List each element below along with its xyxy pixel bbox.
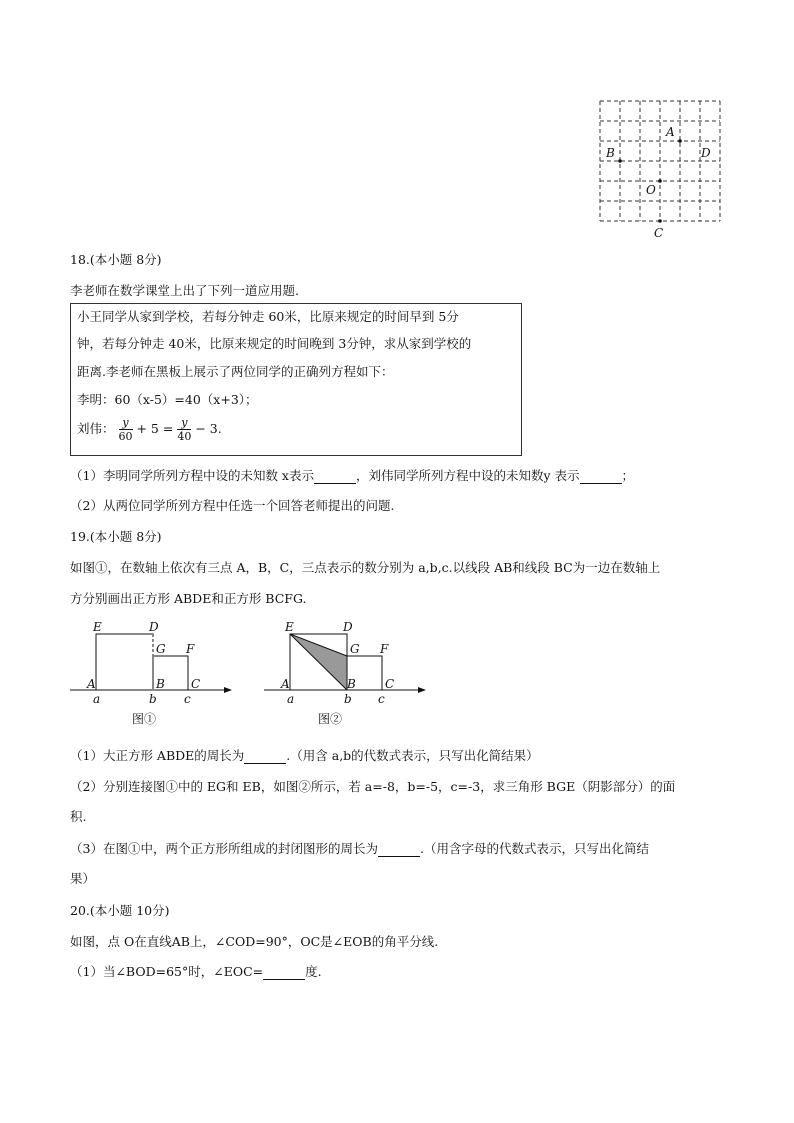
q18-heading: 18.(本小题 8分) [70, 252, 162, 267]
point-b [618, 159, 622, 163]
q18-box-line1: 小王同学从家到学校，若每分钟走 60米，比原来规定的时间早到 5分 [77, 309, 459, 324]
fig1-label-b: B [156, 677, 165, 691]
q18-box-line3: 距离.李老师在黑板上展示了两位同学的正确列方程如下： [77, 364, 394, 379]
fraction-y-60 [119, 416, 133, 443]
fig1-label-f: F [186, 642, 195, 656]
label-o: O [646, 183, 656, 197]
liuwei-end: − 3. [195, 421, 222, 436]
fig1-value-b: b [149, 692, 157, 706]
fig2-label-d: D [343, 620, 353, 634]
point-c [658, 219, 662, 223]
q19-sub3-part-b: .（用含字母的代数式表示，只写出化简结 [419, 841, 649, 856]
frac1-num: y [119, 416, 133, 430]
frac2-num: y [177, 416, 191, 430]
q18-sub1 [70, 466, 634, 484]
answer-blank[interactable] [378, 844, 420, 857]
fig2-label-f: F [380, 642, 389, 656]
q19-sub3-line2: 果） [70, 871, 96, 886]
q19-sub1 [70, 746, 539, 764]
label-c: C [654, 226, 664, 240]
fig1-label-a: A [87, 677, 96, 691]
fig2-label-a: A [281, 677, 290, 691]
q20-sub1-part-a: （1）当∠BOD=65°时，∠EOC= [70, 964, 264, 979]
fig2-label-b: B [347, 677, 356, 691]
figure-2 [262, 618, 442, 733]
q18-sub1-part-b: ，刘伟同学所列方程中设的未知数y 表示 [355, 468, 580, 483]
fig1-label-e: E [93, 620, 102, 634]
q18-problem-box [70, 303, 522, 456]
fig2-label-e: E [285, 620, 294, 634]
frac1-den: 60 [118, 430, 133, 443]
q19-intro-line1: 如图①，在数轴上依次有三点 A，B，C，三点表示的数分别为 a,b,c.以线段 AB和线段 BC为一边在数轴上 [70, 560, 661, 575]
q18-sub1-part-c: ； [621, 468, 635, 483]
q20-heading: 20.(本小题 10分) [70, 903, 170, 918]
label-a: A [666, 125, 675, 139]
label-b: B [606, 146, 615, 160]
label-d: D [701, 146, 711, 160]
fig1-value-a: a [93, 692, 101, 706]
fig1-caption: 图① [132, 712, 157, 726]
answer-blank[interactable] [263, 967, 305, 980]
fig1-label-c: C [191, 677, 201, 691]
fraction-y-40 [177, 416, 191, 443]
q18-liuwei-equation [77, 416, 222, 443]
figure-1 [68, 618, 248, 733]
q19-heading: 19.(本小题 8分) [70, 529, 162, 544]
fig2-label-c: C [385, 677, 395, 691]
q19-sub1-part-b: .（用含 a,b的代数式表示，只写出化简结果） [286, 748, 539, 763]
answer-blank[interactable] [314, 471, 356, 484]
q19-sub2-line1: （2）分别连接图①中的 EG和 EB，如图②所示，若 a=-8，b=-5，c=-3，求三角形 BGE（阴影部分）的面 [70, 779, 676, 794]
answer-blank[interactable] [580, 471, 622, 484]
fig2-value-c: c [378, 692, 385, 706]
q18-box-line2: 钟，若每分钟走 40米，比原来规定的时间晚到 3分钟，求从家到学校的 [77, 336, 472, 351]
q18-liming-equation: 李明：60（x-5）=40（x+3）； [77, 392, 258, 407]
point-o [658, 179, 662, 183]
q20-intro: 如图，点 O在直线AB上，∠COD=90°，OC是∠EOB的角平分线. [70, 934, 439, 949]
q19-sub3 [70, 839, 649, 857]
grid-figure [590, 95, 730, 240]
q18-sub1-part-a: （1）李明同学所列方程中设的未知数 x表示 [70, 468, 314, 483]
q18-intro: 李老师在数学课堂上出了下列一道应用题. [70, 283, 299, 298]
q18-liuwei-label: 刘伟： [77, 421, 115, 436]
q19-sub3-part-a: （3）在图①中，两个正方形所组成的封闭图形的周长为 [70, 841, 378, 856]
fig2-caption: 图② [318, 712, 343, 726]
q20-sub1 [70, 962, 322, 980]
q19-sub2-line2: 积. [70, 809, 87, 824]
frac2-den: 40 [177, 430, 192, 443]
q19-sub1-part-a: （1）大正方形 ABDE的周长为 [70, 748, 245, 763]
answer-blank[interactable] [244, 751, 286, 764]
fig2-value-b: b [344, 692, 352, 706]
fig1-value-c: c [184, 692, 191, 706]
liuwei-mid: + 5 = [136, 421, 174, 436]
fig2-label-g: G [350, 642, 360, 656]
q20-sub1-part-b: 度. [305, 964, 322, 979]
fig1-label-d: D [149, 620, 159, 634]
q19-intro-line2: 方分别画出正方形 ABDE和正方形 BCFG. [70, 591, 307, 606]
fig2-value-a: a [287, 692, 295, 706]
q18-sub2: （2）从两位同学所列方程中任选一个回答老师提出的问题. [70, 498, 395, 513]
point-a [678, 139, 682, 143]
fig1-label-g: G [156, 642, 166, 656]
